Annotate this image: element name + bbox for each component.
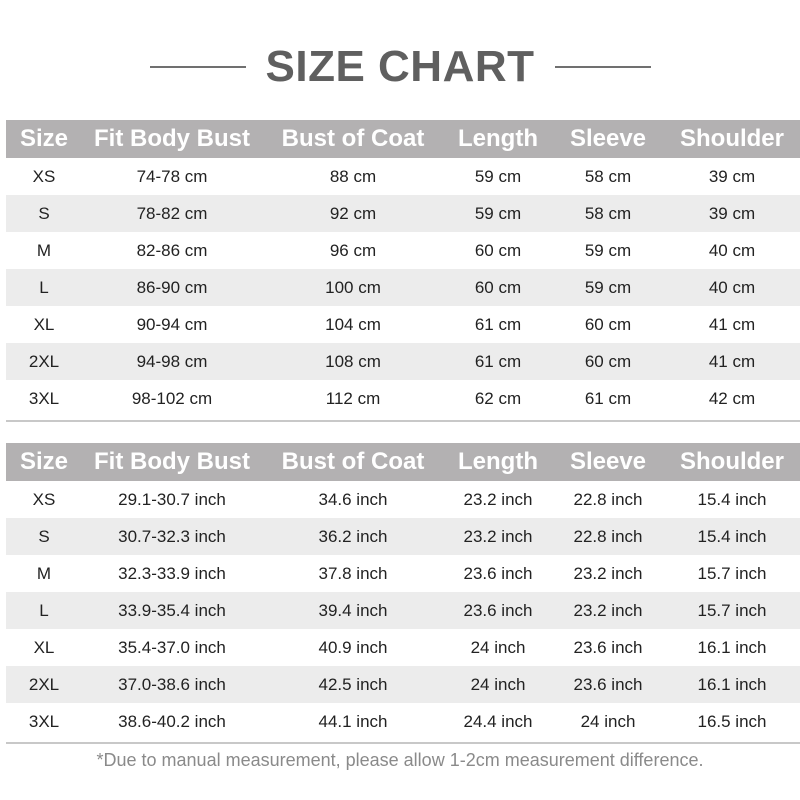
cell-size: M [36,240,52,260]
cell-size: XS [32,166,56,186]
cell-sleeve: 60 cm [552,343,664,380]
cell-fit-body-bust: 38.6-40.2 inch [118,711,226,731]
header-length: Length [444,120,552,158]
cell-length: 24 inch [470,637,526,657]
cell-shoulder: 16.1 inch [664,666,800,703]
cell-length: 24.4 inch [463,711,533,731]
cell-fit-body-bust: 37.0-38.6 inch [82,666,262,703]
cell-size: L [6,592,82,629]
cell-fit-body-bust: 33.9-35.4 inch [82,592,262,629]
cell-bust-of-coat: 42.5 inch [262,666,444,703]
cell-sleeve: 23.2 inch [552,592,664,629]
header-sleeve: Sleeve [552,120,664,158]
cell-size: 2XL [6,343,82,380]
cell-bust-of-coat: 88 cm [329,166,377,186]
cell-shoulder: 15.7 inch [664,592,800,629]
cell-sleeve: 61 cm [584,388,632,408]
cell-bust-of-coat: 40.9 inch [318,637,388,657]
table-row [6,703,800,740]
header-shoulder: Shoulder [664,120,800,158]
table-row [6,380,800,417]
cell-sleeve: 58 cm [552,195,664,232]
cell-length: 24 inch [444,666,552,703]
cell-length: 60 cm [474,240,522,260]
cell-shoulder: 15.4 inch [697,489,767,509]
cell-sleeve: 59 cm [584,240,632,260]
measurement-footnote: *Due to manual measurement, please allow 1-2cm measurement difference. [96,750,704,770]
cell-sleeve: 58 cm [584,166,632,186]
cell-bust-of-coat: 112 cm [325,388,381,408]
cell-fit-body-bust: 78-82 cm [82,195,262,232]
table-divider [6,420,800,422]
table-row [6,343,800,380]
cell-bust-of-coat: 104 cm [325,314,381,334]
table-row [6,232,800,269]
cell-fit-body-bust: 30.7-32.3 inch [82,518,262,555]
header-bust-of-coat: Bust of Coat [262,120,444,158]
cell-length: 60 cm [444,269,552,306]
cell-fit-body-bust: 29.1-30.7 inch [118,489,226,509]
cell-size: M [36,563,52,583]
header-fit-body-bust: Fit Body Bust [82,443,262,481]
cell-size: XL [33,314,55,334]
cell-fit-body-bust: 35.4-37.0 inch [118,637,226,657]
table-header-row [6,120,800,158]
cell-length: 59 cm [474,166,522,186]
cell-size: S [6,195,82,232]
table-row [6,666,800,703]
cell-sleeve: 60 cm [584,314,632,334]
header-bust-of-coat: Bust of Coat [262,443,444,481]
table-row [6,481,800,518]
cell-shoulder: 16.1 inch [697,637,767,657]
cell-fit-body-bust: 90-94 cm [136,314,208,334]
table-row [6,269,800,306]
table-row [6,555,800,592]
table-header-row [6,443,800,481]
header-length: Length [444,443,552,481]
cell-length: 62 cm [474,388,522,408]
cell-bust-of-coat: 100 cm [262,269,444,306]
title-line-left [150,66,246,68]
table-row [6,195,800,232]
cell-shoulder: 39 cm [664,195,800,232]
size-table-cm [6,120,800,417]
cell-sleeve: 23.2 inch [573,563,643,583]
header-size: Size [6,443,82,481]
page-title: SIZE CHART [265,42,535,91]
cell-shoulder: 41 cm [664,343,800,380]
cell-bust-of-coat: 96 cm [329,240,377,260]
table-row [6,629,800,666]
cell-length: 23.2 inch [444,518,552,555]
cell-bust-of-coat: 44.1 inch [318,711,388,731]
table-divider [6,742,800,744]
table-row [6,592,800,629]
cell-fit-body-bust: 74-78 cm [136,166,208,186]
title-line-right [555,66,651,68]
title-bar [0,36,800,98]
cell-fit-body-bust: 32.3-33.9 inch [118,563,226,583]
size-table-inch [6,443,800,740]
cell-sleeve: 22.8 inch [573,489,643,509]
cell-size: 2XL [6,666,82,703]
table-row [6,306,800,343]
cell-sleeve: 22.8 inch [552,518,664,555]
cell-sleeve: 23.6 inch [552,666,664,703]
cell-size: L [6,269,82,306]
header-fit-body-bust: Fit Body Bust [82,120,262,158]
table-row [6,158,800,195]
cell-shoulder: 40 cm [664,269,800,306]
header-shoulder: Shoulder [664,443,800,481]
cell-bust-of-coat: 34.6 inch [318,489,388,509]
cell-bust-of-coat: 39.4 inch [262,592,444,629]
cell-size: XL [33,637,55,657]
cell-size: XS [32,489,56,509]
cell-fit-body-bust: 82-86 cm [136,240,208,260]
cell-shoulder: 15.7 inch [697,563,767,583]
cell-shoulder: 42 cm [708,388,756,408]
cell-sleeve: 23.6 inch [573,637,643,657]
cell-fit-body-bust: 86-90 cm [82,269,262,306]
cell-bust-of-coat: 92 cm [262,195,444,232]
cell-shoulder: 16.5 inch [697,711,767,731]
cell-length: 61 cm [474,314,522,334]
cell-length: 23.6 inch [444,592,552,629]
cell-shoulder: 40 cm [708,240,756,260]
cell-bust-of-coat: 37.8 inch [318,563,388,583]
cell-size: 3XL [28,388,60,408]
cell-fit-body-bust: 94-98 cm [82,343,262,380]
header-sleeve: Sleeve [552,443,664,481]
cell-length: 61 cm [444,343,552,380]
cell-size: 3XL [28,711,60,731]
cell-length: 59 cm [444,195,552,232]
cell-bust-of-coat: 36.2 inch [262,518,444,555]
cell-shoulder: 39 cm [708,166,756,186]
cell-size: S [6,518,82,555]
table-row [6,518,800,555]
cell-sleeve: 59 cm [552,269,664,306]
cell-shoulder: 41 cm [708,314,756,334]
cell-bust-of-coat: 108 cm [262,343,444,380]
cell-shoulder: 15.4 inch [664,518,800,555]
cell-length: 23.2 inch [463,489,533,509]
cell-length: 23.6 inch [463,563,533,583]
cell-fit-body-bust: 98-102 cm [131,388,213,408]
cell-sleeve: 24 inch [580,711,636,731]
header-size: Size [6,120,82,158]
